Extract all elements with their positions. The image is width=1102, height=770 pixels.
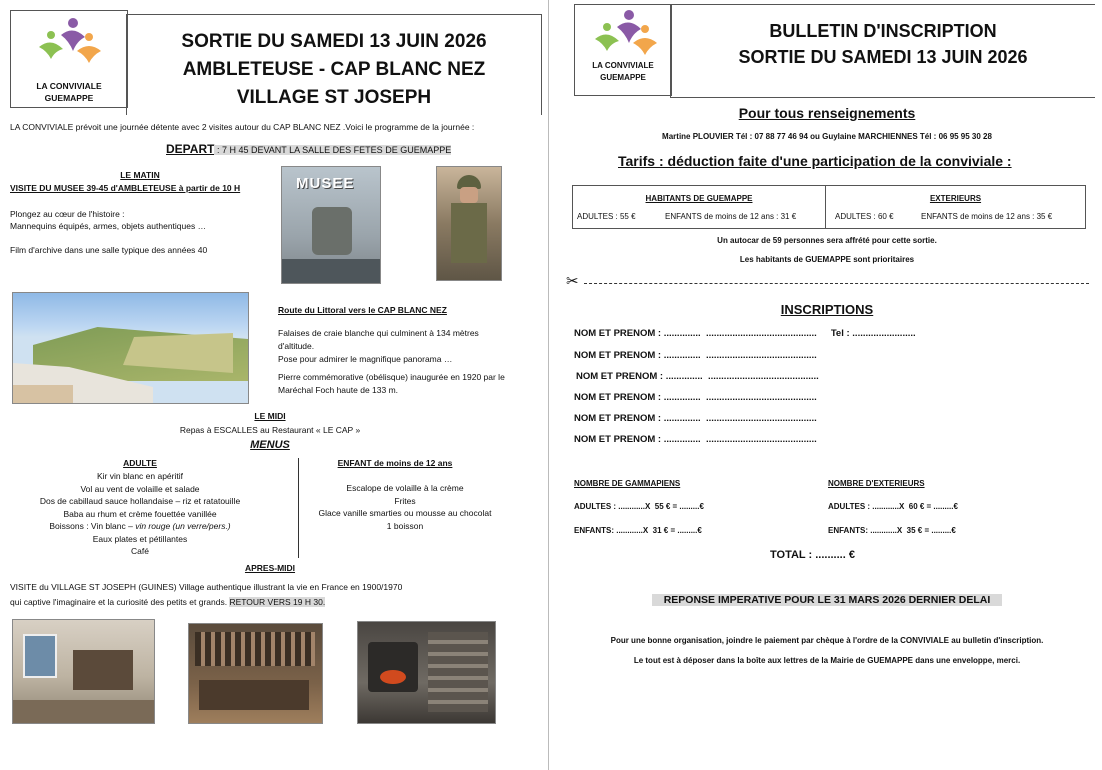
tarif-table	[572, 185, 1086, 229]
enfant-menu	[300, 482, 510, 532]
boissons-label: Boissons : Vin blanc –	[49, 521, 136, 531]
route-line4: Pierre commémorative (obélisque) inaugurée en 1920 par le	[278, 372, 505, 382]
footer-line2: Le tout est à déposer dans la boîte aux lettres de la Mairie de GUEMAPPE dans une enveloppe, merci.	[633, 656, 1021, 665]
gammapiens-heading: NOMBRE DE GAMMAPIENS	[574, 479, 681, 488]
habitants-heading: HABITANTS DE GUEMAPPE	[645, 194, 753, 203]
scissors-icon: ✂	[566, 273, 579, 290]
left-logo-box	[10, 10, 128, 108]
footer-line1: Pour une bonne organisation, joindre le paiement par chèque à l'ordre de la CONVIVIALE au bulletin d'inscription.	[610, 636, 1044, 645]
cliff-photo	[12, 292, 249, 404]
exterieurs-adultes[interactable]: ADULTES : ............X 60 € = .........€	[828, 502, 958, 511]
intro-text: LA CONVIVIALE prévoit une journée détente avec 2 visites autour du CAP BLANC NEZ .Voici le programme de la journée :	[10, 122, 475, 132]
apres-line2: qui captive l'imaginaire et la curiosité des petits et grands.	[10, 597, 230, 607]
adulte-item: Baba au rhum et crème fouettée vanillée	[63, 508, 217, 519]
left-title-line1: SORTIE DU SAMEDI 13 JUIN 2026	[181, 31, 487, 52]
nom-row[interactable]: NOM ET PRENOM : .............. ..........................................	[574, 392, 817, 403]
soldier-photo	[436, 166, 502, 281]
adulte-item: Kir vin blanc en apéritif	[97, 471, 183, 481]
adulte-heading: ADULTE	[123, 458, 157, 468]
nom-row[interactable]: NOM ET PRENOM : .............. ..........................................	[574, 350, 817, 361]
apres-line1: VISITE du VILLAGE ST JOSEPH (GUINES) Village authentique illustrant la vie en France en 1900/1970	[10, 582, 403, 592]
adulte-item: Café	[131, 546, 149, 556]
total-line[interactable]: TOTAL : .......... €	[770, 549, 855, 561]
depart-line	[166, 142, 451, 156]
ext-enfants: ENFANTS de moins de 12 ans : 35 €	[921, 212, 1053, 221]
route-line3: Pose pour admirer le magnifique panorama …	[278, 354, 453, 364]
village-photo-3	[357, 621, 496, 724]
right-title-line2: SORTIE DU SAMEDI 13 JUIN 2026	[738, 47, 1028, 67]
inscriptions-heading: INSCRIPTIONS	[780, 302, 874, 317]
hab-enfants: ENFANTS de moins de 12 ans : 31 €	[665, 212, 797, 221]
route-line2: d'altitude.	[278, 341, 315, 351]
museum-photo	[281, 166, 381, 284]
logo-text-line1: LA CONVIVIALE	[36, 81, 102, 91]
reponse-banner: REPONSE IMPERATIVE POUR LE 31 MARS 2026 DERNIER DELAI	[652, 594, 1002, 606]
musee-line1: Plongez au cœur de l'histoire :	[10, 209, 125, 219]
musee-heading: VISITE DU MUSEE 39-45 d'AMBLETEUSE à partir de 10 H	[10, 183, 241, 193]
adulte-item: Dos de cabillaud sauce hollandaise – riz et ratatouille	[39, 496, 241, 506]
matin-heading: LE MATIN	[120, 170, 160, 180]
exterieurs-heading: EXTERIEURS	[929, 194, 982, 203]
right-title-box	[670, 4, 1095, 98]
left-title-line2: AMBLETEUSE - CAP BLANC NEZ	[182, 59, 486, 80]
cut-line	[584, 283, 1089, 284]
route-line5: Maréchal Foch haute de 133 m.	[278, 385, 399, 395]
hab-adultes: ADULTES : 55 €	[577, 212, 636, 221]
depart-text: : 7 H 45 DEVANT LA SALLE DES FETES DE GUEMAPPE	[214, 145, 452, 155]
logo-text-line2: GUEMAPPE	[600, 73, 646, 82]
gammapiens-adultes[interactable]: ADULTES : ............X 55 € = .........€	[574, 502, 704, 511]
prioritaires-text: Les habitants de GUEMAPPE sont prioritaires	[739, 255, 915, 264]
boissons-italic: vin rouge (un verre/pers.)	[135, 521, 231, 531]
enfant-item: 1 boisson	[386, 520, 424, 531]
enfant-heading: ENFANT de moins de 12 ans	[337, 458, 453, 468]
right-title-line1: BULLETIN D'INSCRIPTION	[769, 21, 997, 41]
musee-line3: Film d'archive dans une salle typique des années 40	[10, 245, 208, 255]
ext-adultes: ADULTES : 60 €	[835, 212, 894, 221]
exterieurs-count-heading: NOMBRE D'EXTERIEURS	[828, 479, 925, 488]
left-title-line3: VILLAGE ST JOSEPH	[236, 87, 432, 108]
renseignements-heading: Pour tous renseignements	[738, 105, 916, 121]
right-logo-box	[574, 4, 672, 96]
village-photo-1	[12, 619, 155, 724]
adulte-item: Vol au vent de volaille et salade	[80, 483, 200, 494]
musee-line2: Mannequins équipés, armes, objets authentiques …	[10, 221, 207, 231]
logo-text-line2: GUEMAPPE	[44, 93, 94, 103]
route-heading: Route du Littoral vers le CAP BLANC NEZ	[278, 305, 447, 315]
conviviale-logo-icon	[589, 7, 659, 57]
enfant-item: Glace vanille smarties ou mousse au chocolat	[318, 508, 492, 518]
boissons-line	[10, 520, 270, 533]
midi-heading: LE MIDI	[254, 411, 286, 421]
menus-heading: MENUS	[250, 439, 290, 451]
page-divider	[548, 0, 549, 770]
depart-label: DEPART	[166, 142, 215, 156]
autocar-text: Un autocar de 59 personnes sera affrété pour cette sortie.	[717, 236, 937, 245]
exterieurs-enfants[interactable]: ENFANTS: ............X 35 € = .........€	[828, 526, 956, 535]
musee-sign: MUSEE	[296, 175, 355, 192]
logo-text-line1: LA CONVIVIALE	[592, 61, 654, 70]
right-page	[552, 0, 1102, 770]
menu-divider	[298, 458, 299, 558]
nom-row[interactable]: NOM ET PRENOM : .............. ..........................................	[576, 371, 819, 382]
left-title-box	[126, 14, 542, 115]
nom-row[interactable]: NOM ET PRENOM : .............. ..........................................	[574, 434, 817, 445]
conviviale-logo-icon	[33, 15, 103, 65]
gammapiens-enfants[interactable]: ENFANTS: ............X 31 € = .........€	[574, 526, 702, 535]
retour-text: RETOUR VERS 19 H 30.	[229, 597, 326, 607]
village-photo-2	[188, 623, 323, 724]
nom-row[interactable]: NOM ET PRENOM : .............. ..........................................	[574, 413, 817, 424]
nom-row[interactable]: NOM ET PRENOM : .............. .......................................... Tel : ........................	[574, 328, 916, 339]
adulte-menu	[10, 470, 270, 558]
enfant-item: Escalope de volaille à la crème	[346, 483, 464, 493]
route-line1: Falaises de craie blanche qui culminent à 134 mètres	[278, 328, 479, 338]
midi-text: Repas à ESCALLES au Restaurant « LE CAP »	[179, 425, 361, 435]
tarifs-heading: Tarifs : déduction faite d'une participation de la conviviale :	[618, 153, 1012, 169]
left-page	[0, 0, 548, 770]
adulte-item: Eaux plates et pétillantes	[92, 533, 188, 544]
apres-line2-row	[10, 597, 325, 607]
enfant-item: Frites	[394, 495, 416, 506]
contacts-text: Martine PLOUVIER Tél : 07 88 77 46 94 ou Guylaine MARCHIENNES Tél : 06 95 95 30 28	[662, 132, 992, 141]
apres-heading: APRES-MIDI	[244, 563, 296, 573]
